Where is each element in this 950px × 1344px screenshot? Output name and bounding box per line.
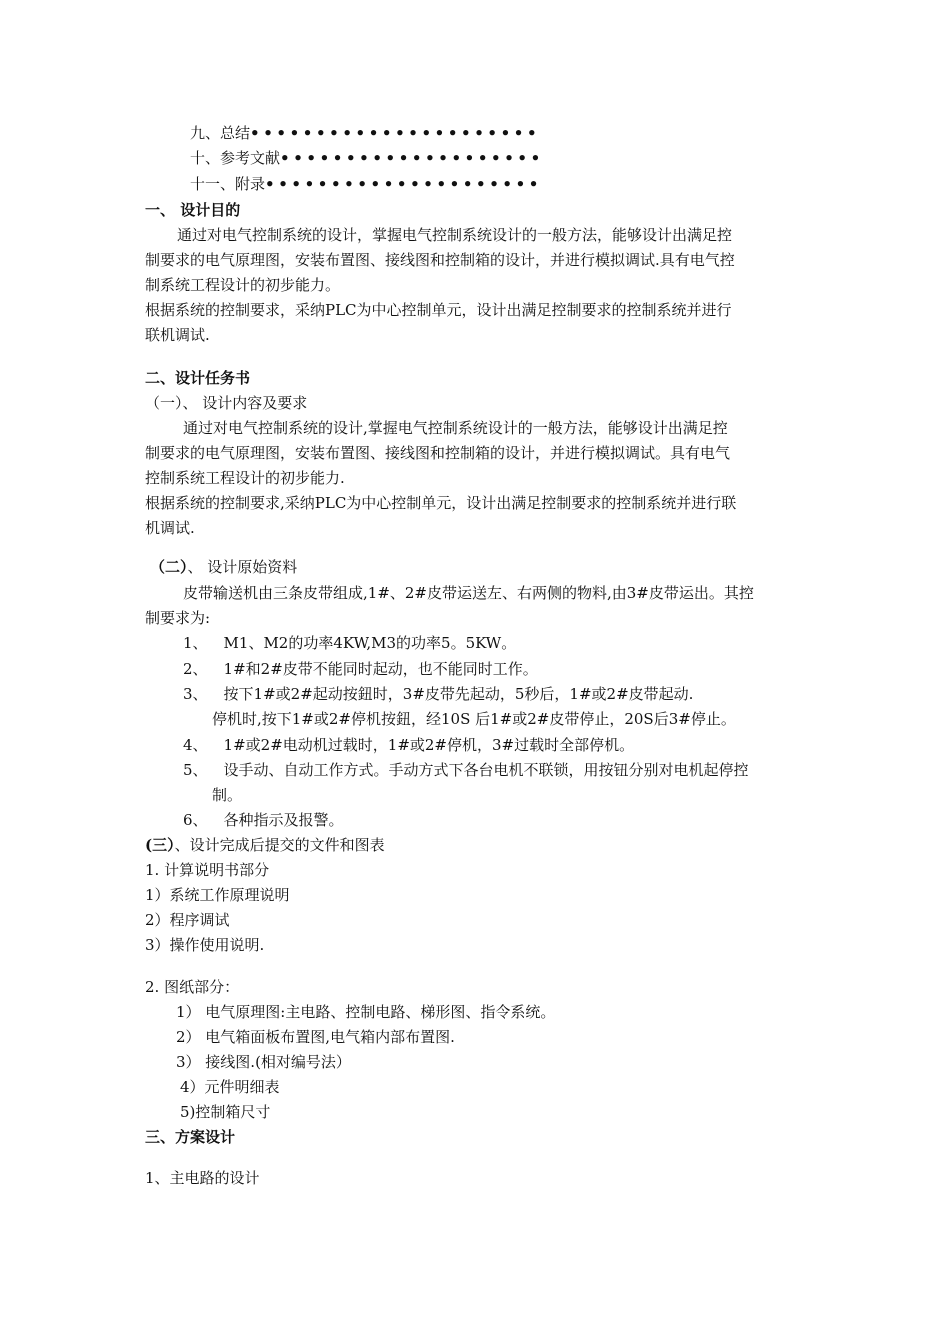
paragraph-line: 制系统工程设计的初步能力。 <box>145 276 341 294</box>
list-item: 2） 电气箱面板布置图,电气箱内部布置图. <box>176 1028 455 1046</box>
list-item: 1） 电气原理图:主电路、控制电路、梯形图、指令系统。 <box>176 1003 556 1021</box>
paragraph-line: 根据系统的控制要求，采纳PLC为中心控制单元，设计出满足控制要求的控制系统并进行 <box>145 301 732 319</box>
paragraph-line: 制要求的电气原理图，安装布置图、接线图和控制箱的设计，并进行模拟调试。具有电气 <box>145 444 731 462</box>
list-item: 3）操作使用说明. <box>145 936 265 954</box>
list-item-continuation: 制。 <box>212 786 243 804</box>
subsection-heading: （二）、 设计原始资料 <box>150 558 298 576</box>
toc-item: 十一、附录••••••••••••••••••••• <box>190 175 542 193</box>
paragraph-line: 联机调试. <box>145 326 210 344</box>
list-item: 5、 设手动、自动工作方式。手动方式下各台电机不联锁，用按钮分别对电机起停控 <box>183 761 749 779</box>
list-item: 2）程序调试 <box>145 911 230 929</box>
section-heading: 二、设计任务书 <box>145 369 251 387</box>
list-item-continuation: 停机时,按下1#或2#停机按鈕，经10S 后1#或2#皮带停止，20S后3#停止。 <box>212 710 736 728</box>
list-item: 1）系统工作原理说明 <box>145 886 290 904</box>
list-item: 3） 接线图.(相对编号法） <box>176 1053 351 1071</box>
subsection-heading: 1、主电路的设计 <box>145 1169 260 1187</box>
list-title: 1. 计算说明书部分 <box>145 861 270 879</box>
list-item: 2、 1#和2#皮带不能同时起动，也不能同时工作。 <box>183 660 538 678</box>
list-item: 5)控制箱尺寸 <box>180 1103 271 1121</box>
paragraph-line: 机调试. <box>145 519 195 537</box>
list-item: 1、 M1、M2的功率4KW,M3的功率5。5KW。 <box>183 634 517 652</box>
toc-item: 十、参考文献•••••••••••••••••••• <box>190 149 544 167</box>
paragraph-line: 制要求的电气原理图，安装布置图、接线图和控制箱的设计，并进行模拟调试.具有电气控 <box>145 251 735 269</box>
list-item: 3、 按下1#或2#起动按鈕时，3#皮带先起动，5秒后，1#或2#皮带起动. <box>183 685 694 703</box>
list-item: 4、 1#或2#电动机过载时，1#或2#停机，3#过载时全部停机。 <box>183 736 635 754</box>
list-title: 2. 图纸部分： <box>145 978 240 996</box>
toc-leader-dots: •••••••••••••••••••••• <box>250 124 541 142</box>
list-item: 4）元件明细表 <box>180 1078 280 1096</box>
paragraph-line: 根据系统的控制要求,采纳PLC为中心控制单元，设计出满足控制要求的控制系统并进行联 <box>145 494 737 512</box>
subsection-heading: (三）、设计完成后提交的文件和图表 <box>145 836 385 854</box>
paragraph-line: 制要求为: <box>145 609 211 627</box>
paragraph-line: 通过对电气控制系统的设计，掌握电气控制系统设计的一般方法，能够设计出满足控 <box>177 226 733 244</box>
toc-leader-dots: •••••••••••••••••••• <box>280 149 544 167</box>
toc-leader-dots: ••••••••••••••••••••• <box>265 175 542 193</box>
paragraph-line: 皮带输送机由三条皮带组成,1#、2#皮带运送左、右两侧的物料,由3#皮带运出。其控 <box>183 584 754 602</box>
section-heading: 三、方案设计 <box>145 1128 236 1146</box>
paragraph-line: 通过对电气控制系统的设计,掌握电气控制系统设计的一般方法，能够设计出满足控 <box>183 419 728 437</box>
subsection-heading: （一）、 设计内容及要求 <box>145 394 308 412</box>
list-item: 6、 各种指示及报警。 <box>183 811 344 829</box>
section-heading: 一、 设计目的 <box>145 201 241 219</box>
paragraph-line: 控制系统工程设计的初步能力. <box>145 469 345 487</box>
toc-item: 九、总结•••••••••••••••••••••• <box>190 124 541 142</box>
